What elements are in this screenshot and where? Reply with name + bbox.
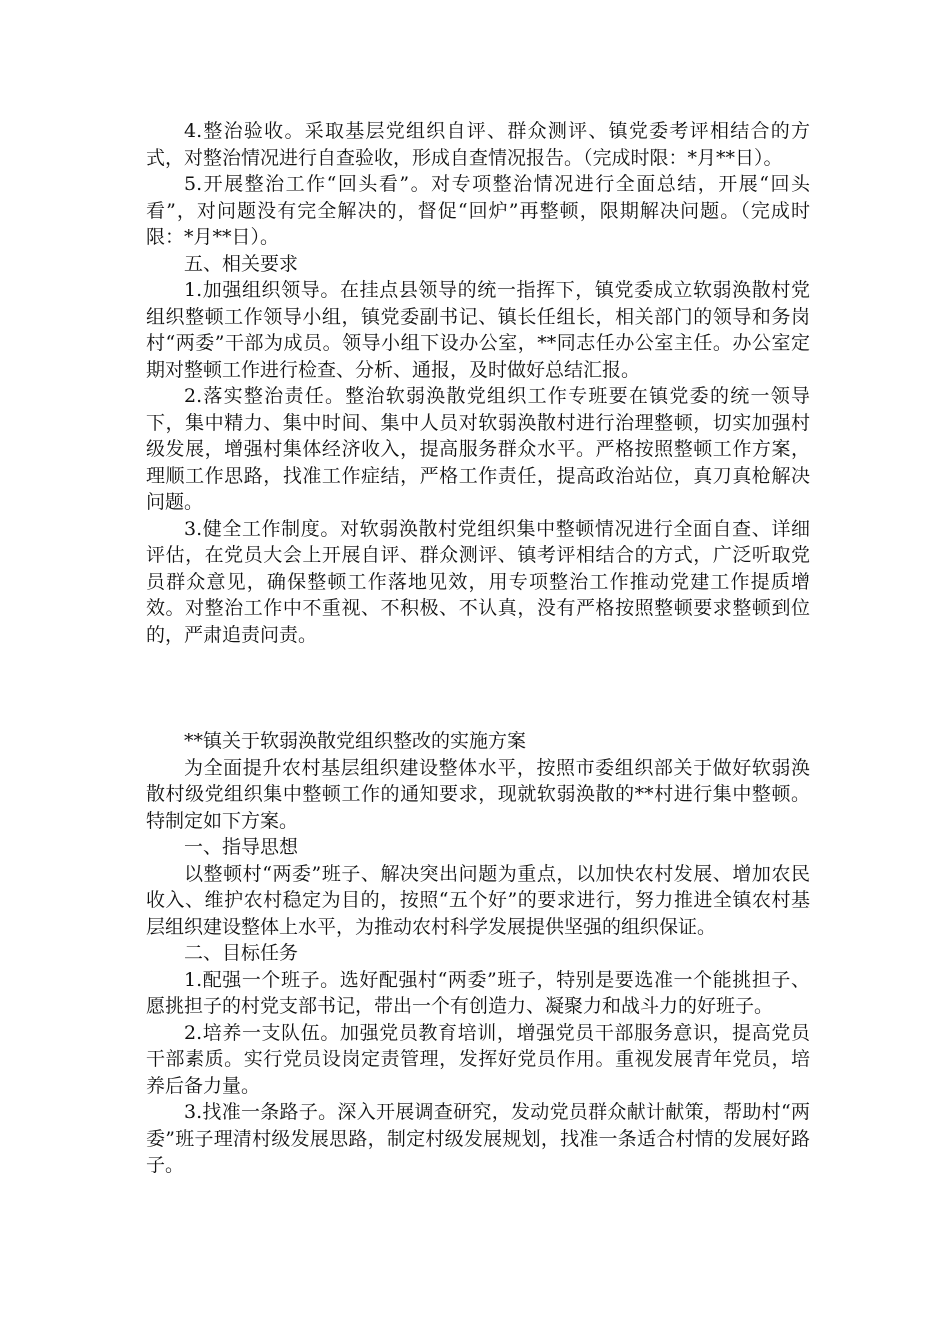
- paragraph-leadership: 1.加强组织领导。在挂点县领导的统一指挥下，镇党委成立软弱涣散村党组织整顿工作领导小组，镇党委副书记、镇长任组长，相关部门的领导和务岗村“两委”干部为成员。领导小组下设办公室，**同志任办公室主任。办公室定期对整顿工作进行检查、分析、通报，及时做好总结汇报。: [146, 279, 810, 381]
- paragraph-team: 1.配强一个班子。选好配强村“两委”班子，特别是要选准一个能挑担子、愿挑担子的村党支部书记，带出一个有创造力、凝聚力和战斗力的好班子。: [146, 968, 810, 1017]
- paragraph-responsibility: 2.落实整治责任。整治软弱涣散党组织工作专班要在镇党委的统一领导下，集中精力、集中时间、集中人员对软弱涣散村进行治理整顿，切实加强村级发展，增强村集体经济收入，提高服务群众水平。严格按照整顿工作方案，理顺工作思路，找准工作症结，严格工作责任，提高政治站位，真刀真枪解决问题。: [146, 385, 810, 513]
- paragraph-staff: 2.培养一支队伍。加强党员教育培训，增强党员干部服务意识，提高党员干部素质。实行党员设岗定责管理，发挥好党员作用。重视发展青年党员，培养后备力量。: [146, 1021, 810, 1097]
- paragraph-guiding-thought: 以整顿村“两委”班子、解决突出问题为重点，以加快农村发展、增加农民收入、维护农村稳定为目的，按照“五个好”的要求进行，努力推进全镇农村基层组织建设整体上水平，为推动农村科学发展提供坚强的组织保证。: [146, 862, 810, 938]
- paragraph-intro: 为全面提升农村基层组织建设整体水平，按照市委组织部关于做好软弱涣散村级党组织集中整顿工作的通知要求，现就软弱涣散的**村进行集中整顿。特制定如下方案。: [146, 756, 810, 832]
- paragraph-review: 5.开展整治工作“回头看”。对专项整治情况进行全面总结，开展“回头看”，对问题没有完全解决的，督促“回炉”再整顿，限期解决问题。（完成时限：*月**日）。: [146, 173, 810, 248]
- paragraph-system: 3.健全工作制度。对软弱涣散村党组织集中整顿情况进行全面自查、详细评估，在党员大会上开展自评、群众测评、镇考评相结合的方式，广泛听取党员群众意见，确保整顿工作落地见效，用专项整治工作推动党建工作提质增效。对整治工作中不重视、不积极、不认真，没有严格按照整顿要求整顿到位的，严肃追责问责。: [146, 517, 810, 646]
- section-heading-guiding-thought: 一、指导思想: [184, 836, 299, 858]
- section-heading-requirements: 五、相关要求: [184, 252, 299, 275]
- document-page: [146, 118, 810, 1179]
- section-gap: [146, 648, 810, 728]
- section-heading-goals: 二、目标任务: [184, 942, 299, 964]
- paragraph-acceptance: 4.整治验收。采取基层党组织自评、群众测评、镇党委考评相结合的方式，对整治情况进行自查验收，形成自查情况报告。（完成时限：*月**日）。: [146, 120, 810, 169]
- document-title: **镇关于软弱涣散党组织整改的实施方案: [184, 730, 527, 752]
- paragraph-path: 3.找准一条路子。深入开展调查研究，发动党员群众献计献策，帮助村“两委”班子理清村级发展思路，制定村级发展规划，找准一条适合村情的发展好路子。: [146, 1101, 810, 1176]
